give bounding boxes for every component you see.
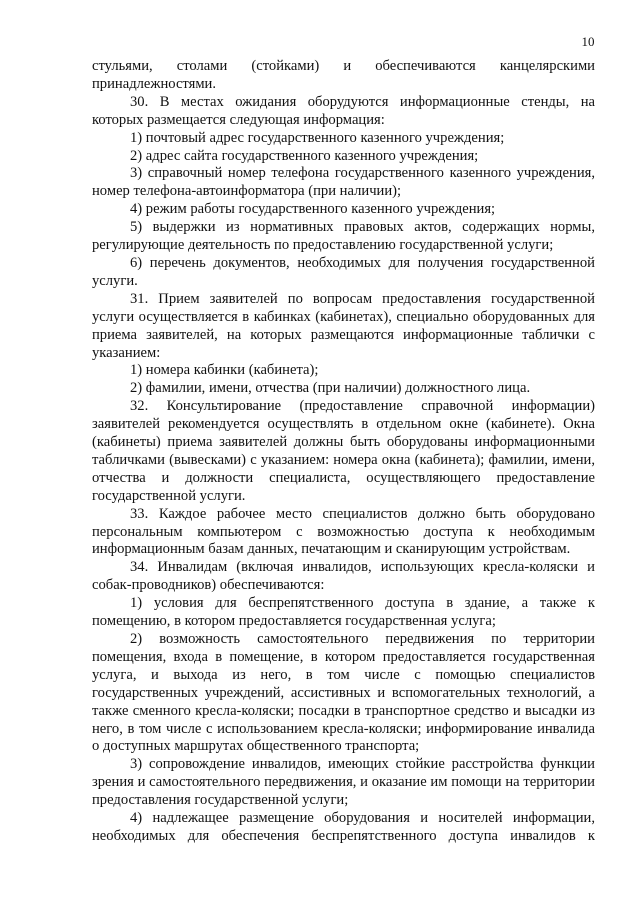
paragraph-34: 34. Инвалидам (включая инвалидов, использующих кресла-коляски и собак-проводников) обеспечиваются: — [92, 559, 595, 594]
list-item-31-1: 1) номера кабинки (кабинета); — [130, 362, 319, 379]
list-item-34-4: 4) надлежащее размещение оборудования и носителей информации, необходимых для обеспечения беспрепятственного доступа инвалидов к — [92, 810, 595, 844]
paragraph-33: 33. Каждое рабочее место специалистов должно быть оборудовано персональным компьютером с возможностью доступа к необходимым информационным базам данных, печатающим и сканирующим устройствам. — [92, 505, 595, 558]
list-item-30-1: 1) почтовый адрес государственного казенного учреждения; — [130, 129, 505, 146]
paragraph-29-continuation: стульями, столами (стойками) и обеспечиваются канцелярскими принадлежностями. — [92, 58, 595, 92]
list-item-34-2: 2) возможность самостоятельного передвижения по территории помещения, входа в помещение, в котором предоставляется государственная услуга, и выхода из него, в том числе с помощью специалистов государственных учреждений, ассистивных и вспомогательных технологий, а также сменного кресла-коляски; посадки в транспортное средство и высадки из него, в том числе с использованием кресла-коляски; информирование инвалида о доступных маршрутах общественного транспорта; — [92, 631, 595, 755]
list-item-34-1: 1) условия для беспрепятственного доступа в здание, а также к помещению, в котором предоставляется государственная услуга; — [92, 595, 595, 630]
list-item-30-5: 5) выдержки из нормативных правовых актов, содержащих нормы, регулирующие деятельность по предоставлению государственной услуги; — [92, 219, 595, 254]
list-item-30-4: 4) режим работы государственного казенного учреждения; — [130, 201, 496, 218]
paragraph-30: 30. В местах ожидания оборудуются информационные стенды, на которых размещается следующая информация: — [92, 93, 595, 128]
list-item-30-2: 2) адрес сайта государственного казенного учреждения; — [130, 147, 479, 164]
paragraph-32: 32. Консультирование (предоставление справочной информации) заявителей рекомендуется осуществлять в отдельном окне (кабинете). Окна (кабинеты) приема заявителей должны быть оборудованы информационными табличками (вывесками) с указанием: номера окна (кабинета); фамилии, имени, отчества и должности специалиста, осуществляющего предоставление государственной услуги. — [92, 398, 595, 504]
paragraph-31: 31. Прием заявителей по вопросам предоставления государственной услуги осуществляется в кабинках (кабинетах), специально оборудованных для приема заявителей, на которых размещаются информационные таблички с указанием: — [92, 290, 595, 361]
list-item-30-6: 6) перечень документов, необходимых для получения государственной услуги. — [92, 254, 595, 289]
page-number: 10 — [581, 34, 595, 49]
list-item-30-3: 3) справочный номер телефона государственного казенного учреждения, номер телефона-автоинформатора (при наличии); — [92, 165, 595, 200]
list-item-31-2: 2) фамилии, имени, отчества (при наличии) должностного лица. — [130, 380, 531, 397]
list-item-34-3: 3) сопровождение инвалидов, имеющих стойкие расстройства функции зрения и самостоятельного передвижения, и оказание им помощи на территории предоставления государственной услуги; — [92, 756, 595, 809]
document-body — [92, 58, 595, 846]
